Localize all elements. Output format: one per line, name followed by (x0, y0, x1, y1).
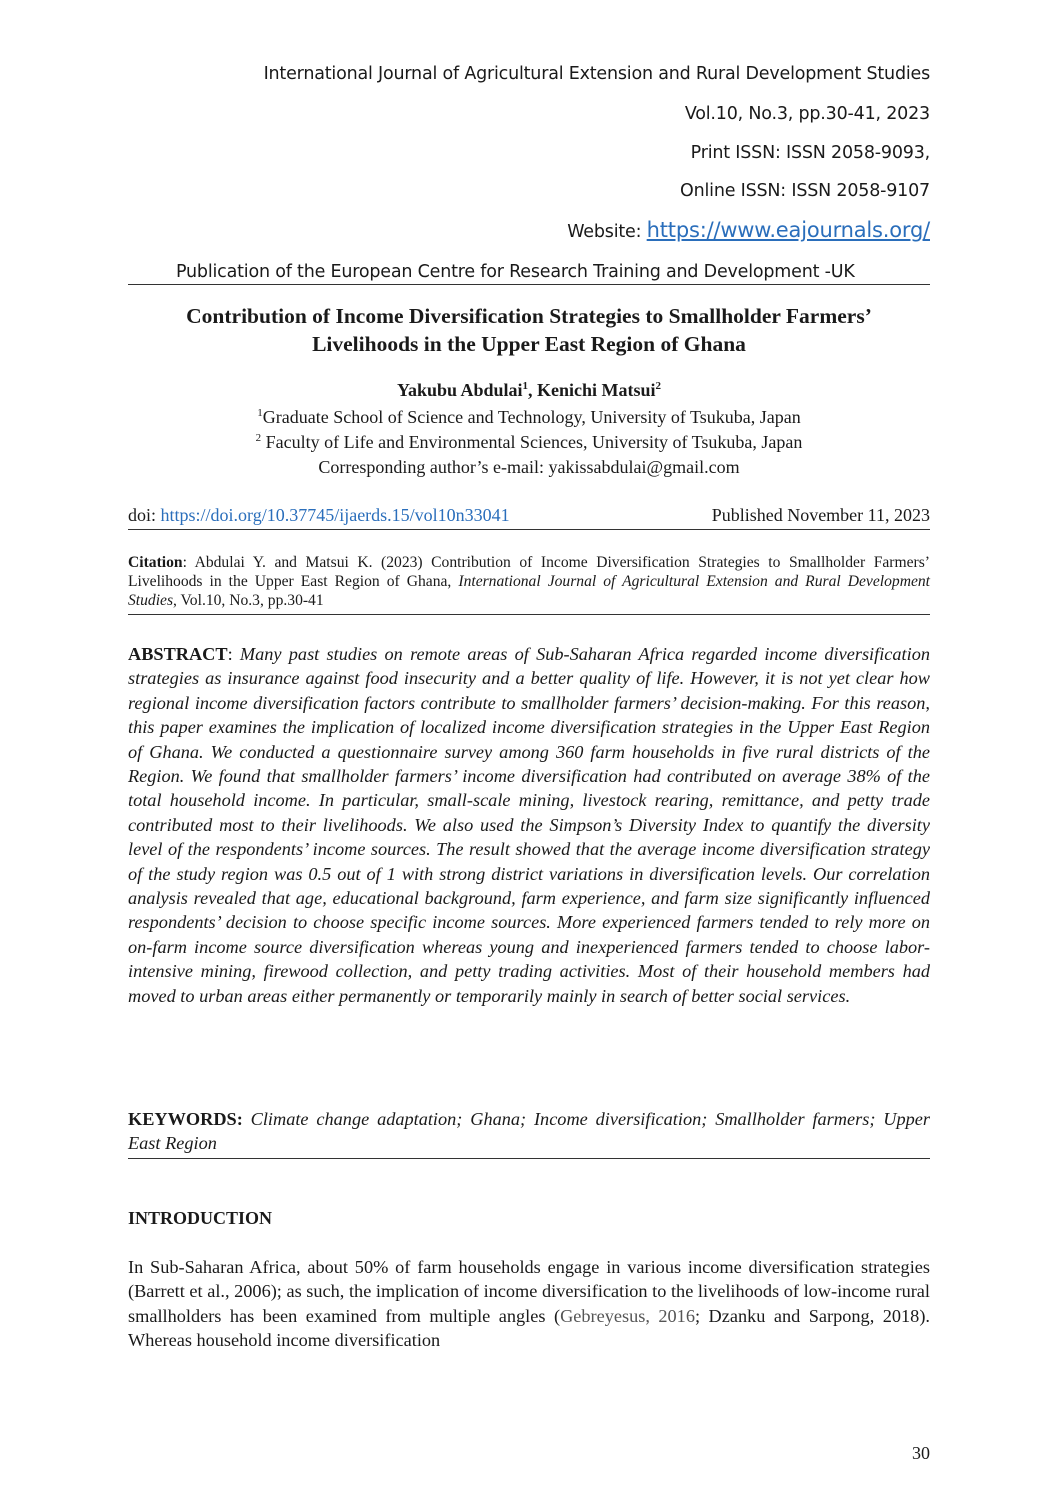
intro-text-2: ; Dzanku and Sarpong, 2018). Whereas household income diversification (128, 1305, 930, 1351)
intro-text-1: In Sub-Saharan Africa, about 50% of farm households engage in various income diversification strategies (Barrett et al., 2006); as such, the implication of income diversification to the livelihoods of low-income rural smallholders has been examined from multiple angles ( (128, 1257, 930, 1326)
affiliation-1-text: Graduate School of Science and Technology, University of Tsukuba, Japan (262, 407, 801, 427)
author-1: Yakubu Abdulai (396, 380, 523, 400)
online-issn: Online ISSN: ISSN 2058-9107 (680, 181, 930, 201)
website-label: Website: (567, 222, 642, 242)
affiliation-2-text: Faculty of Life and Environmental Sciences, University of Tsukuba, Japan (261, 432, 803, 452)
paper-title (100, 302, 958, 358)
citation-volume: , Vol.10, No.3, pp.30-41 (173, 592, 324, 609)
website-line (567, 218, 930, 242)
page-number: 30 (912, 1443, 930, 1463)
doi-label: doi: (128, 505, 161, 525)
print-issn: Print ISSN: ISSN 2058-9093, (690, 143, 930, 163)
publisher-line: Publication of the European Centre for Research Training and Development -UK (128, 262, 930, 285)
volume-info: Vol.10, No.3, pp.30-41, 2023 (684, 104, 930, 124)
abstract-colon: : (227, 644, 240, 664)
corresponding-email: Corresponding author’s e-mail: yakissabdulai@gmail.com (318, 457, 740, 477)
intro-reference[interactable]: Gebreyesus, 2016 (560, 1305, 695, 1326)
section-heading-introduction: INTRODUCTION (128, 1208, 273, 1228)
affiliation-2-sup: 2 (255, 432, 262, 444)
keywords (128, 1107, 930, 1159)
citation (128, 553, 930, 615)
author-2: Kenichi Matsui (537, 380, 656, 400)
affiliation-1-sup: 1 (257, 407, 263, 419)
doi-link[interactable]: https://doi.org/10.37745/ijaerds.15/vol10n33041 (160, 505, 510, 525)
affiliation-2 (100, 432, 958, 453)
author-1-sup: 1 (522, 380, 529, 392)
affiliation-1 (100, 407, 958, 428)
citation-label: Citation (128, 554, 183, 571)
citation-journal: International Journal of Agricultural Extension and Rural Development Studies (128, 573, 930, 609)
website-link[interactable]: https://www.eajournals.org/ (646, 218, 930, 242)
author-2-sup: 2 (655, 380, 662, 392)
journal-name: International Journal of Agricultural Extension and Rural Development Studies (263, 64, 930, 84)
keywords-text: Climate change adaptation; Ghana; Income diversification; Smallholder farmers; Upper East Region (128, 1109, 930, 1154)
intro-paragraph (128, 1255, 930, 1353)
abstract (128, 642, 930, 1008)
keywords-label: KEYWORDS: (128, 1109, 243, 1129)
doi-row (128, 505, 930, 530)
citation-text: : Abdulai Y. and Matsui K. (2023) Contribution of Income Diversification Strategies to Smallholder Farmers’ Livelihoods in the Upper East Region of Ghana, (128, 554, 930, 590)
abstract-text: Many past studies on remote areas of Sub-Saharan Africa regarded income diversification strategies as insurance against food insecurity and a better quality of life. However, it is not yet clear how regional income diversification factors contribute to smallholder farmers’ decision-making. For this reason, this paper examines the implication of localized income diversification strategies in the Upper East Region of Ghana. We conducted a questionnaire survey among 360 farm households in five rural districts of the Region. We found that smallholder farmers’ income diversification had contributed on average 38% of the total household income. In particular, small-scale mining, livestock rearing, remittance, and petty trade contributed most to their livelihoods. We also used the Simpson’s Diversity Index to quantify the diversity level of the respondents’ income sources. The result showed that the average income diversification strategy of the study region was 0.5 out of 1 with strong district variations in diversification levels. Our correlation analysis revealed that age, educational background, farm experience, and farm size significantly influenced respondents’ decision to choose specific income sources. More experienced farmers tended to rely more on on-farm income source diversification whereas young and inexperienced farmers tended to choose labor-intensive mining, firewood collection, and petty trading activities. Most of their household members had moved to urban areas either permanently or temporarily mainly in search of better social services. (128, 644, 930, 1006)
title-line-1: Contribution of Income Diversification Strategies to Smallholder Farmers’ (186, 304, 872, 328)
author-separator: , (528, 380, 538, 400)
published-date: Published November 11, 2023 (711, 505, 930, 525)
abstract-label: ABSTRACT (128, 644, 228, 664)
author-list (100, 380, 958, 401)
title-line-2: Livelihoods in the Upper East Region of Ghana (312, 332, 746, 356)
doi (128, 505, 510, 526)
